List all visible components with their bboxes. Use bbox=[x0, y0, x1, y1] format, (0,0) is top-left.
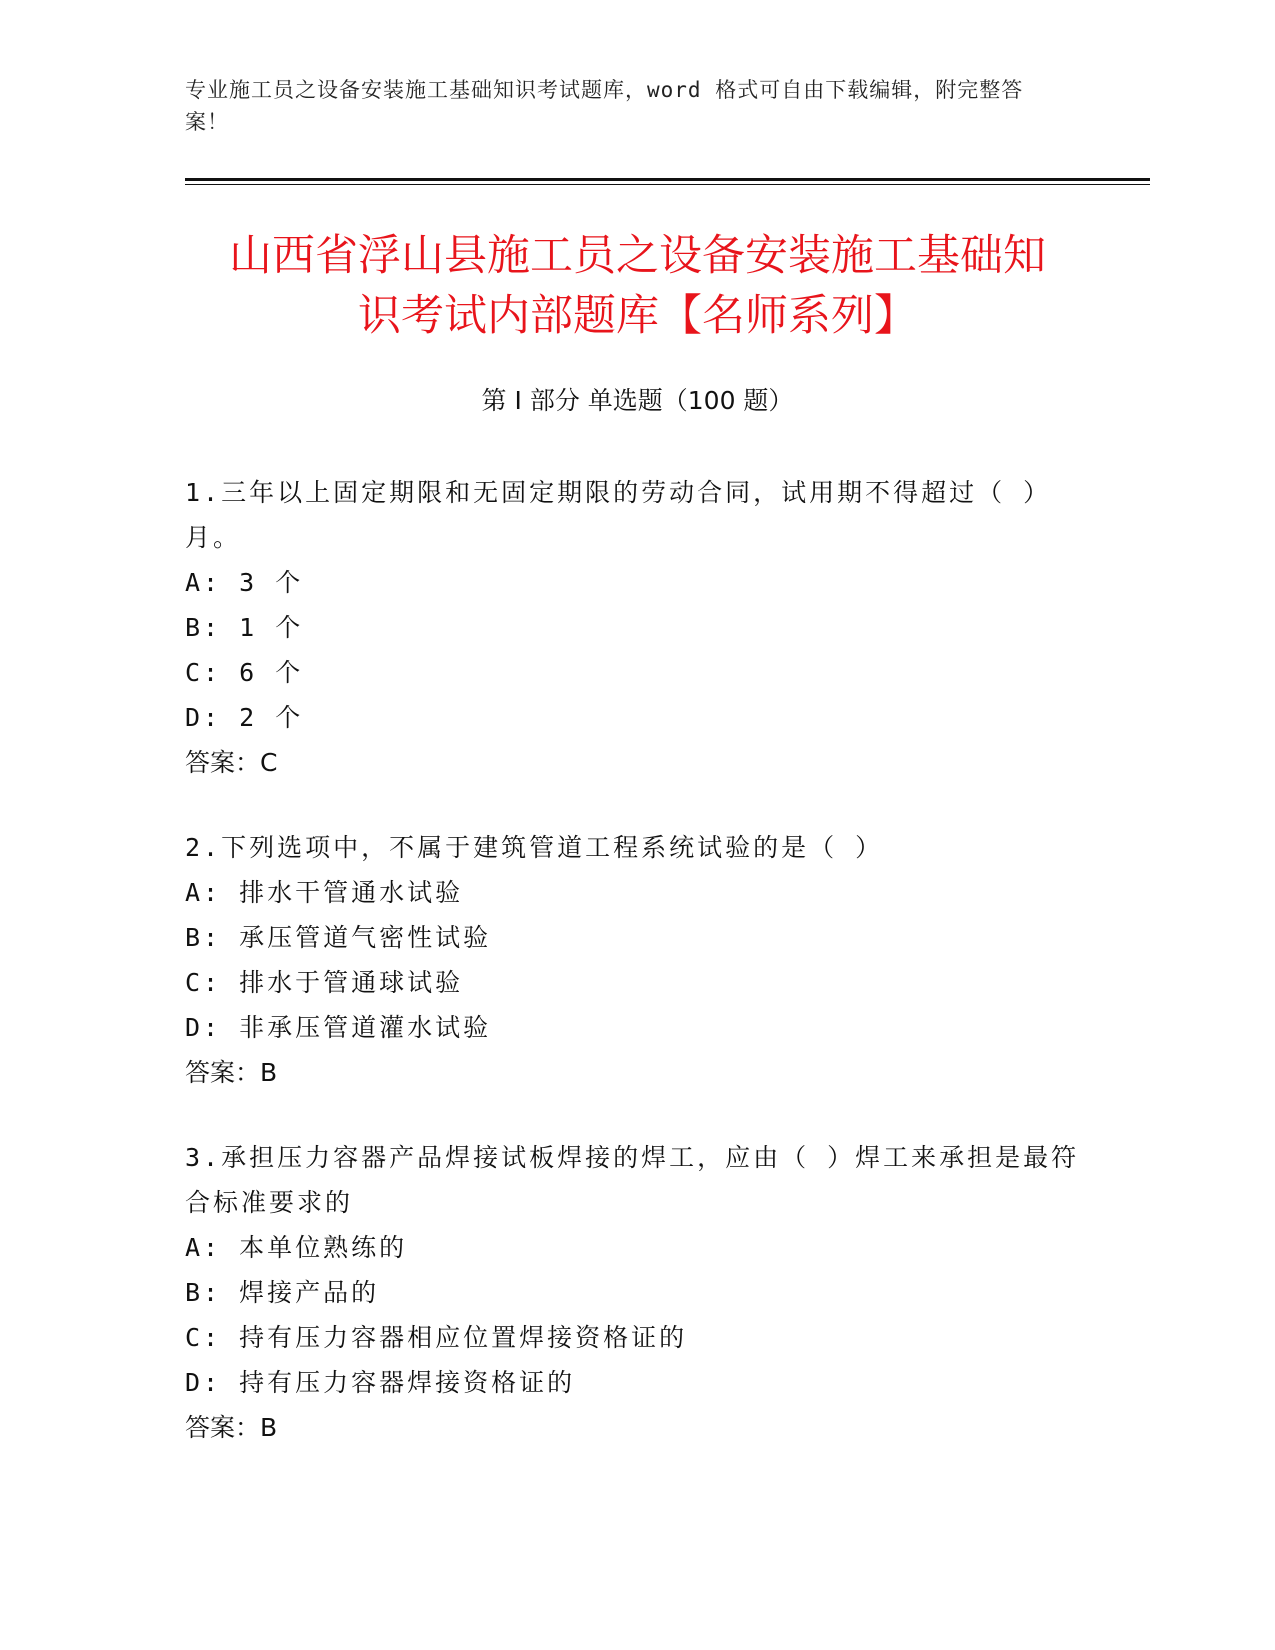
option-c: C: 持有压力容器相应位置焊接资格证的 bbox=[185, 1323, 688, 1352]
option-b: B: 1 个 bbox=[185, 613, 304, 642]
option-c: C: 排水于管通球试验 bbox=[185, 968, 464, 997]
header-rule-thick bbox=[185, 178, 1150, 181]
answer: 答案：B bbox=[185, 1413, 278, 1442]
document-title-line-2: 识考试内部题库【名师系列】 bbox=[358, 291, 917, 341]
header-rule-thin bbox=[185, 184, 1150, 185]
document-title bbox=[185, 226, 1090, 346]
question-3 bbox=[185, 1135, 1090, 1450]
option-d: D: 2 个 bbox=[185, 703, 304, 732]
document-title-line-1: 山西省浮山县施工员之设备安装施工基础知 bbox=[229, 231, 1046, 281]
option-a: A: 本单位熟练的 bbox=[185, 1233, 408, 1262]
section-heading: 第 I 部分 单选题（100 题） bbox=[481, 386, 794, 415]
question-list bbox=[185, 470, 1090, 1490]
option-a: A: 3 个 bbox=[185, 568, 304, 597]
question-text: 2.下列选项中，不属于建筑管道工程系统试验的是（ ） bbox=[185, 833, 884, 862]
header-note: 专业施工员之设备安装施工基础知识考试题库，word 格式可自由下载编辑，附完整答案！ bbox=[185, 78, 1024, 134]
option-b: B: 焊接产品的 bbox=[185, 1278, 380, 1307]
question-2 bbox=[185, 825, 1090, 1095]
option-a: A: 排水干管通水试验 bbox=[185, 878, 464, 907]
option-d: D: 持有压力容器焊接资格证的 bbox=[185, 1368, 576, 1397]
question-1 bbox=[185, 470, 1090, 785]
answer: 答案：B bbox=[185, 1058, 278, 1087]
option-c: C: 6 个 bbox=[185, 658, 304, 687]
option-d: D: 非承压管道灌水试验 bbox=[185, 1013, 492, 1042]
question-text: 1.三年以上固定期限和无固定期限的劳动合同，试用期不得超过（ ）月。 bbox=[185, 478, 1052, 552]
answer: 答案：C bbox=[185, 748, 278, 777]
option-b: B: 承压管道气密性试验 bbox=[185, 923, 492, 952]
question-text: 3.承担压力容器产品焊接试板焊接的焊工，应由（ ）焊工来承担是最符合标准要求的 bbox=[185, 1143, 1080, 1217]
